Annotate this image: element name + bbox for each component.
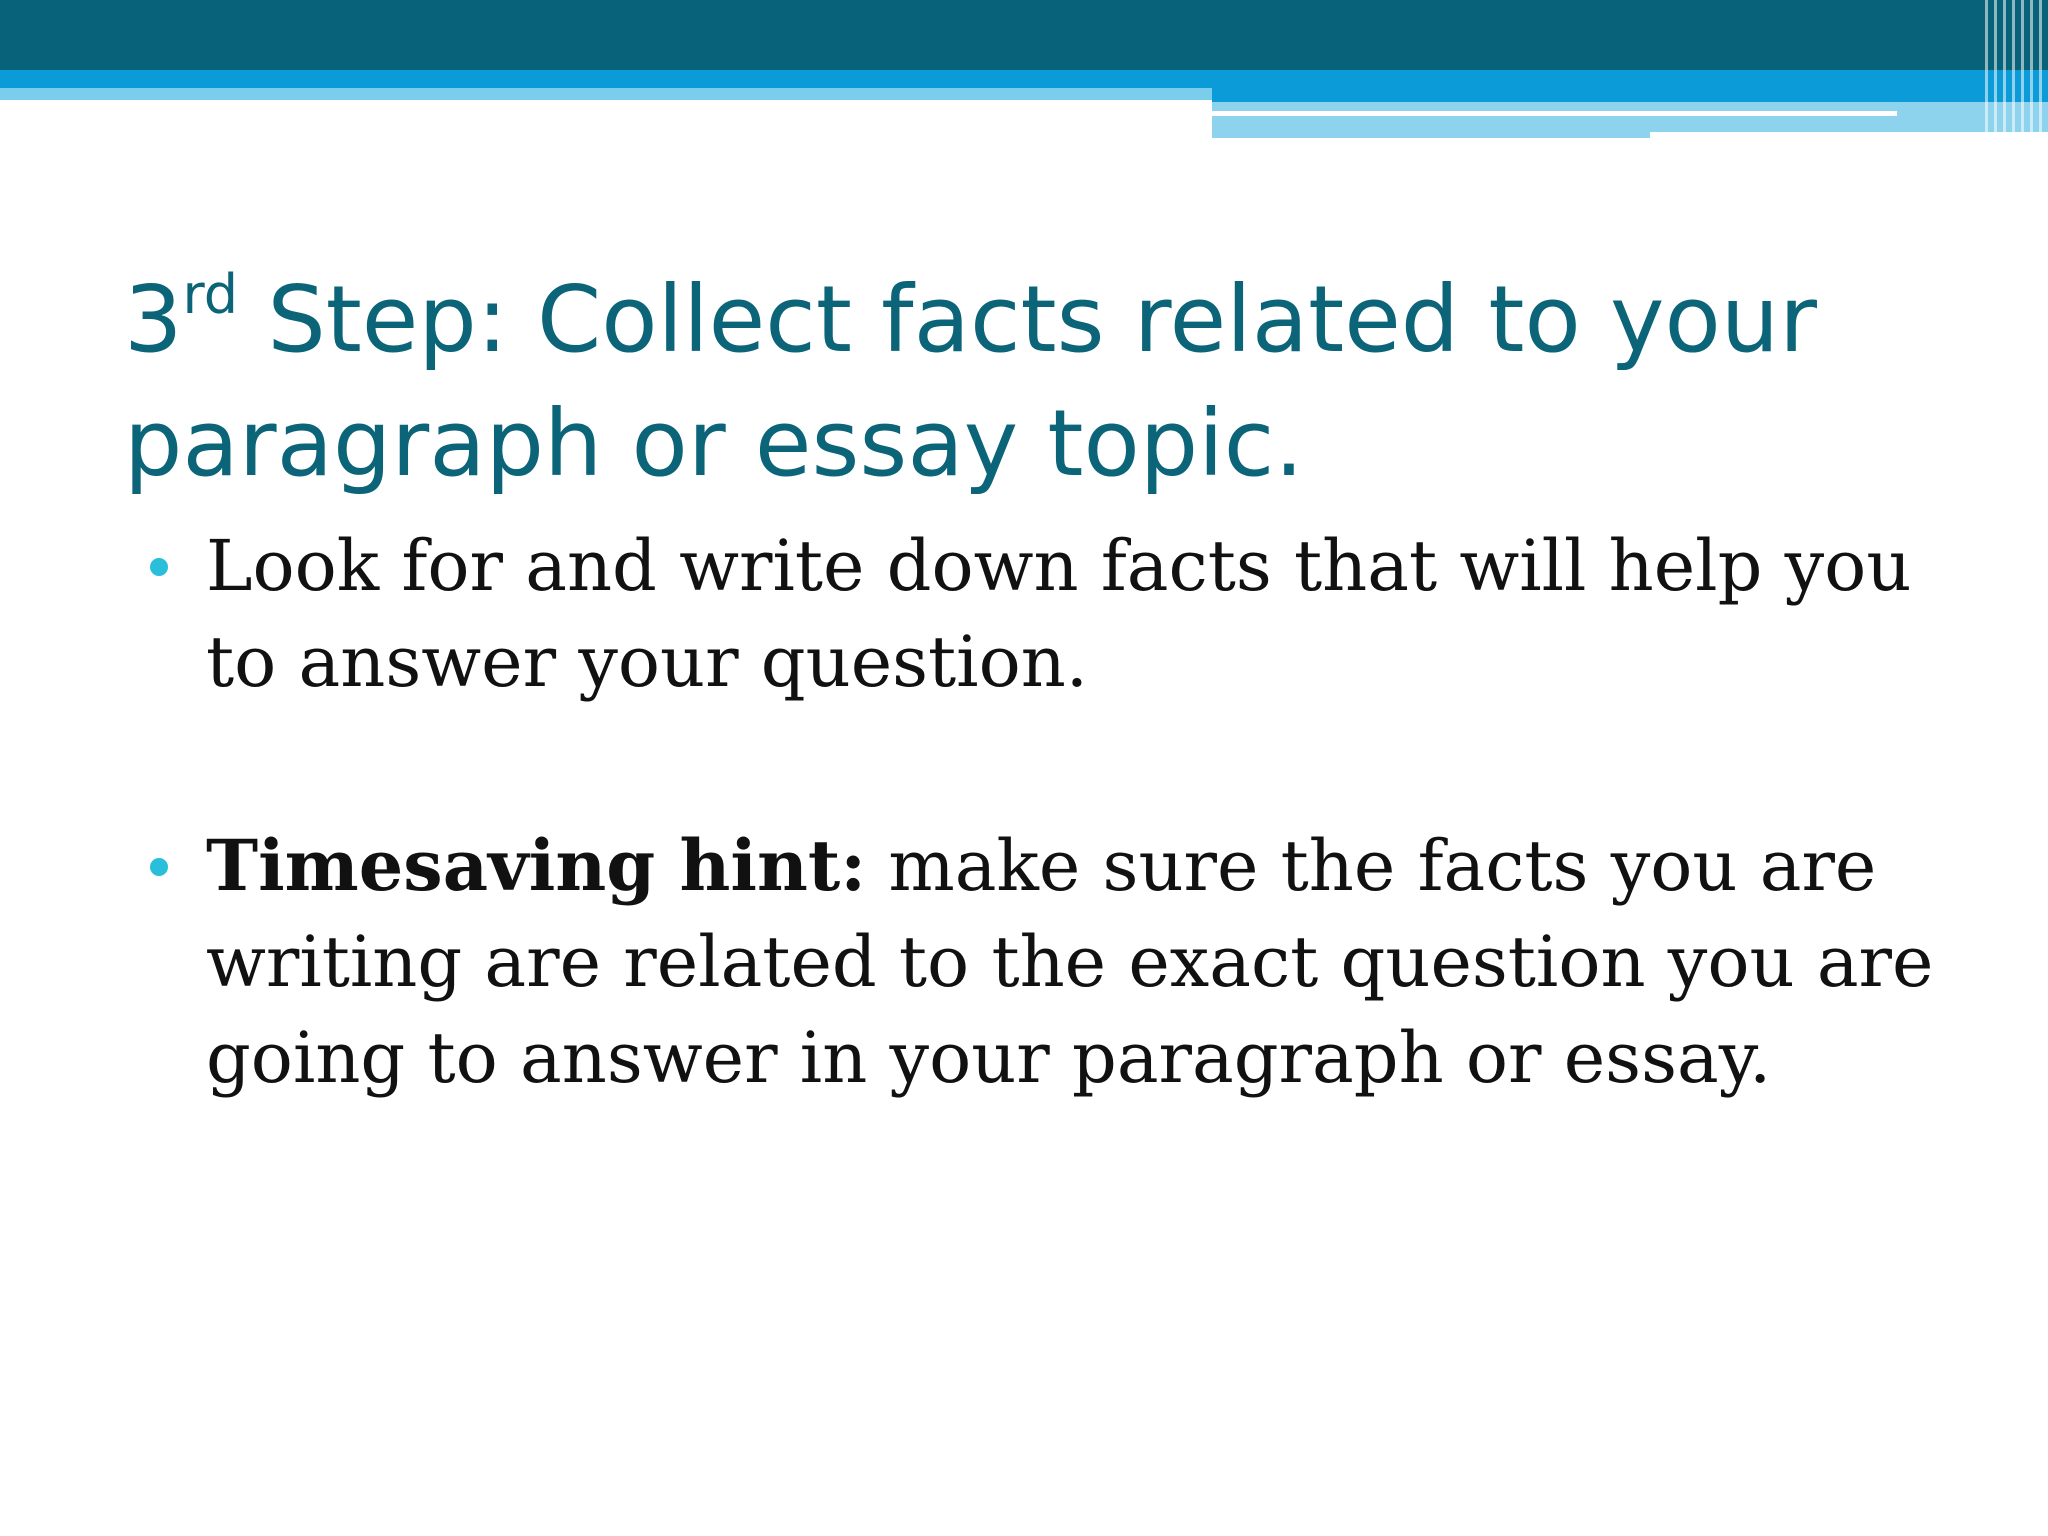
bullet-list <box>140 518 1940 1106</box>
slide-title <box>124 258 1944 506</box>
banner-white-line <box>1212 111 1897 116</box>
title-prefix: 3 <box>124 266 183 373</box>
title-superscript: rd <box>182 263 239 327</box>
banner-dark-bar <box>0 0 2048 70</box>
bullet-dot-icon <box>150 858 168 876</box>
bullet-text: make sure the facts you are writing are related to the exact question you are going to answer in your paragraph or essay. <box>206 825 1934 1099</box>
banner-blue-bar-right <box>1212 88 2048 102</box>
banner-stripes <box>1985 0 2048 138</box>
bullet-item-1 <box>140 518 1940 710</box>
bullet-text: Look for and write down facts that will help you to answer your question. <box>206 525 1912 703</box>
bullet-dot-icon <box>150 558 168 576</box>
bullet-bold-lead: Timesaving hint: <box>206 824 867 907</box>
banner-light-bar-left <box>0 88 1212 100</box>
title-rest: Step: Collect facts related to your paragraph or essay topic. <box>124 266 1817 497</box>
banner-blue-bar <box>0 70 2048 88</box>
bullet-item-2 <box>140 818 1940 1106</box>
